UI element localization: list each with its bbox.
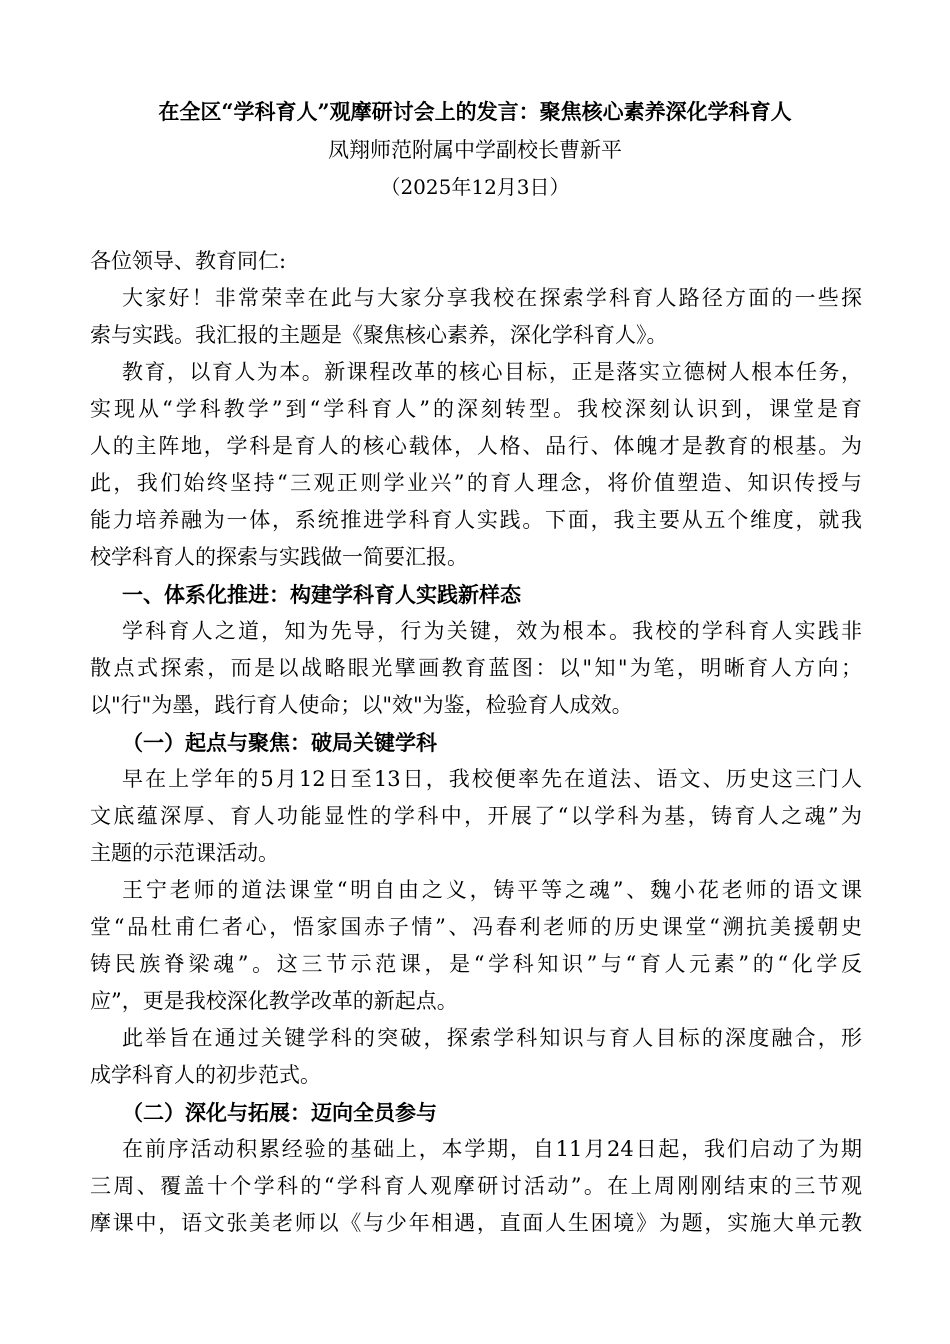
paragraph — [90, 872, 862, 1020]
text-line: 散点式探索，而是以战略眼光擘画教育蓝图：以"知"为笔，明晰育人方向； — [90, 656, 862, 680]
paragraph — [90, 1131, 862, 1242]
text-line: 人的主阵地，学科是育人的核心载体，人格、品行、体魄才是教育的根基。为 — [90, 434, 862, 458]
text-line: 摩课中，语文张美老师以《与少年相遇，直面人生困境》为题，实施大单元教 — [90, 1211, 862, 1235]
greeting — [90, 243, 862, 280]
text-line: 应”，更是我校深化教学改革的新起点。 — [90, 989, 458, 1013]
text-line: （一）起点与聚焦：破局关键学科 — [122, 730, 437, 755]
document-author: 凤翔师范附属中学副校长曹新平 — [328, 138, 622, 162]
section-heading — [90, 724, 862, 761]
text-line: 成学科育人的初步范式。 — [90, 1063, 321, 1087]
text-line: 早在上学年的5月12日至13日，我校便率先在道法、语文、历史这三门人 — [122, 767, 862, 791]
text-line: 教育，以育人为本。新课程改革的核心目标，正是落实立德树人根本任务， — [122, 360, 862, 384]
section-heading — [90, 576, 862, 613]
paragraph — [90, 1020, 862, 1094]
document-title: 在全区“学科育人”观摩研讨会上的发言：聚焦核心素养深化学科育人 — [158, 99, 792, 124]
text-line: 以"行"为墨，践行育人使命；以"效"为鉴，检验育人成效。 — [90, 693, 633, 717]
text-line: 各位领导、教育同仁: — [90, 249, 287, 273]
text-line: 三周、覆盖十个学科的“学科育人观摩研讨活动”。在上周刚刚结束的三节观 — [90, 1174, 862, 1198]
text-line: 堂“品杜甫仁者心，悟家国赤子情”、冯春利老师的历史课堂“溯抗美援朝史 — [90, 915, 862, 939]
text-line: 索与实践。我汇报的主题是《聚焦核心素养，深化学科育人》。 — [90, 323, 668, 347]
paragraph — [90, 354, 862, 576]
paragraph — [90, 613, 862, 724]
paragraph — [90, 280, 862, 354]
text-line: 大家好！非常荣幸在此与大家分享我校在探索学科育人路径方面的一些探 — [122, 286, 862, 310]
text-line: 在前序活动积累经验的基础上，本学期，自11月24日起，我们启动了为期 — [122, 1137, 862, 1161]
text-line: 校学科育人的探索与实践做一简要汇报。 — [90, 545, 468, 569]
text-line: 能力培养融为一体，系统推进学科育人实践。下面，我主要从五个维度，就我 — [90, 508, 862, 532]
text-line: 此举旨在通过关键学科的突破，探索学科知识与育人目标的深度融合，形 — [122, 1026, 862, 1050]
text-line: 王宁老师的道法课堂“明自由之义，铸平等之魂”、魏小花老师的语文课 — [122, 878, 862, 902]
text-line: 学科育人之道，知为先导，行为关键，效为根本。我校的学科育人实践非 — [122, 619, 862, 643]
document-date: （2025年12月3日） — [380, 175, 570, 199]
text-line: （二）深化与拓展：迈向全员参与 — [122, 1100, 437, 1125]
paragraph — [90, 761, 862, 872]
text-line: 主题的示范课活动。 — [90, 841, 279, 865]
text-line: 实现从“学科教学”到“学科育人”的深刻转型。我校深刻认识到，课堂是育 — [90, 397, 862, 421]
text-line: 此，我们始终坚持“三观正则学业兴”的育人理念，将价值塑造、知识传授与 — [90, 471, 862, 495]
text-line: 铸民族脊梁魂”。这三节示范课，是“学科知识”与“育人元素”的“化学反 — [90, 952, 862, 976]
text-line: 一、体系化推进：构建学科育人实践新样态 — [122, 582, 521, 607]
document-body — [90, 243, 862, 1242]
text-line: 文底蕴深厚、育人功能显性的学科中，开展了“以学科为基，铸育人之魂”为 — [90, 804, 862, 828]
section-heading — [90, 1094, 862, 1131]
